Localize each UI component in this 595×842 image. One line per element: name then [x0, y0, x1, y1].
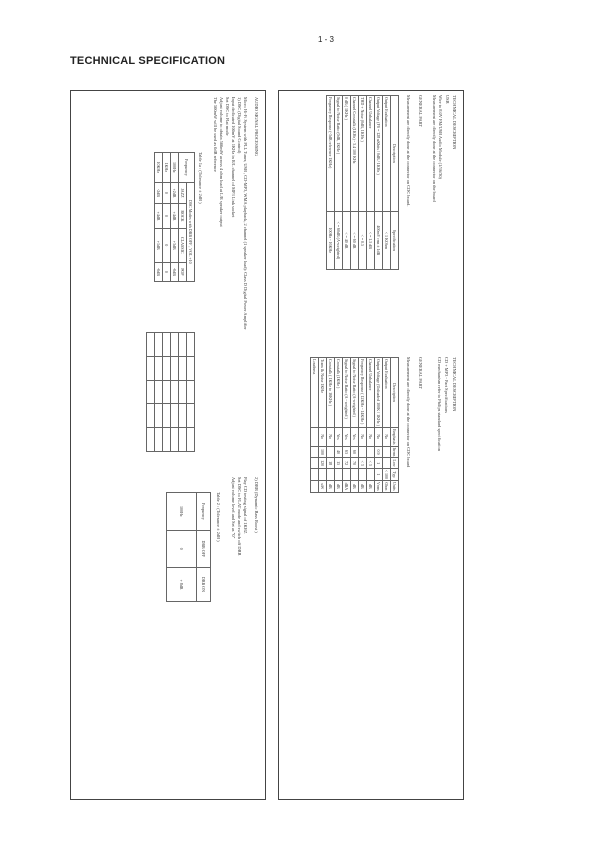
- cd-spec-table: [310, 357, 399, 493]
- body-line: CD + MP3 - Part Specifications: [444, 357, 449, 414]
- table-cell: THD + Noise (0dB, 1KHz ): [359, 96, 367, 212]
- table-cell: dB: [367, 481, 375, 493]
- body-line: Play CD testing signal of 1KHZ: [243, 477, 248, 534]
- table-header: JAZZ: [179, 182, 187, 204]
- table-cell: -6dB: [155, 262, 163, 281]
- table-row: [319, 358, 327, 493]
- table-header: DBB ON: [197, 567, 211, 601]
- table-row: [311, 358, 319, 493]
- body-line: Measurement are directly done at the connector on the board: [432, 95, 437, 202]
- table-cell: Output Evaluation: [383, 358, 391, 428]
- table-row: [167, 493, 197, 602]
- table-cell: < = 0.5: [359, 211, 367, 269]
- table-cell: [311, 458, 319, 468]
- table-header: ROCK: [179, 204, 187, 229]
- table-cell: 0.9: [375, 446, 383, 458]
- table-cell: 0: [163, 262, 171, 281]
- table-cell: Ohm: [384, 482, 389, 491]
- table-cell: Vrms: [376, 482, 381, 491]
- table-cell: 100Hz - 16KHz: [327, 211, 335, 269]
- body-line: Micro Hi-Fi System with PLL Tuner, USB , CD-MP3, WMA playback, 2 channel (1 speaker load): Class D Digital Power Amplifier: [243, 97, 248, 330]
- table-cell: Yes: [335, 427, 343, 446]
- table-cell: < = 40 dB: [343, 211, 351, 269]
- section-heading: GENERAL PART: [418, 357, 423, 389]
- table-cell: No: [359, 427, 367, 446]
- table-header: Description: [391, 358, 399, 428]
- table-row: [383, 96, 391, 270]
- table-row: [375, 358, 383, 493]
- dbb-table: [166, 492, 211, 602]
- table-cell: [383, 446, 391, 458]
- table-row: [171, 153, 179, 282]
- table-header: Frequency: [179, 153, 195, 183]
- table-cell: 0: [163, 228, 171, 262]
- table-cell: [335, 468, 343, 480]
- table-cell: Crosstalk ( 1KHz to 16KHz ): [327, 358, 335, 428]
- table-cell: [311, 481, 319, 493]
- table-cell: [383, 458, 391, 468]
- table-cell: Trans & Noise 1KHz: [319, 358, 327, 428]
- table-row: [367, 96, 375, 270]
- body-line: Set DSC to Flat mode: [225, 97, 230, 136]
- technical-description-content: [283, 95, 459, 795]
- table-cell: [367, 446, 375, 458]
- table-header: Specification: [391, 211, 399, 269]
- table-cell: 1KHz: [163, 153, 171, 183]
- table-cell: 0: [167, 530, 197, 567]
- empty-grid: [146, 332, 195, 452]
- table-caption: Table 2 : (Tolerance ± 2dB ): [216, 492, 221, 542]
- table-cell: Channel Unbalance: [367, 96, 375, 212]
- table-cell: [367, 468, 375, 480]
- table-header: Typ: [391, 468, 399, 480]
- table-cell: 60: [351, 446, 359, 458]
- table-cell: Channel Crosstalk (1KHz) - 3.4 100 KHz: [351, 96, 359, 212]
- table-cell: 10KHz: [155, 153, 163, 183]
- table-cell: No: [375, 427, 383, 446]
- table-header: Low: [392, 459, 397, 467]
- table-header: Items: [392, 447, 397, 457]
- table-row: [155, 153, 163, 282]
- table-header: DSC Modes with DBB OFF , VOL +10: [187, 182, 195, 281]
- table-cell: < 3: [367, 458, 375, 468]
- table-cell: dB: [359, 481, 367, 493]
- table-cell: -6dB: [171, 262, 179, 281]
- table-row: [327, 358, 335, 493]
- dsc-table: [154, 152, 195, 282]
- table-cell: Channel Unbalance: [367, 358, 375, 428]
- table-cell: 400mV rms ± 1dB: [375, 211, 383, 269]
- table-cell: +4dB: [171, 204, 179, 229]
- table-cell: 1: [375, 458, 383, 468]
- table-cell: 1: [375, 468, 383, 480]
- table-cell: 15: [335, 458, 343, 468]
- table-header: Units: [392, 482, 397, 491]
- table-cell: < 100: [384, 469, 389, 480]
- table-cell: < = 60dB (A-weighted): [335, 211, 343, 269]
- table-header: Description: [391, 96, 399, 212]
- table-cell: Crosstalk (1KHz ): [335, 358, 343, 428]
- table-cell: < = 1.5 dB: [367, 211, 375, 269]
- table-cell: < 1 KOhm: [383, 211, 391, 269]
- table-cell: [343, 468, 351, 480]
- table-cell: 18: [327, 458, 335, 468]
- table-cell: 0: [163, 204, 171, 229]
- table-row: [359, 358, 367, 493]
- body-line: CD mechanism refer to Philips standard specification: [437, 357, 442, 451]
- table-cell: 63: [343, 446, 351, 458]
- audio-processing-content: [75, 97, 261, 797]
- section-heading: TECHNICAL DESCRIPTION: [452, 95, 457, 150]
- section-heading: AUDIO SIGNAL PROCESSING: [254, 97, 259, 157]
- table-cell: +1dB: [155, 228, 163, 262]
- table-cell: [319, 468, 327, 480]
- table-cell: 72: [343, 458, 351, 468]
- table-row: [163, 153, 171, 282]
- table-cell: Output Voltage (FS = 128 uKbits / 0dB / 1KHz ): [375, 96, 383, 212]
- body-line: Input dedicated 100mV at 1KHz in R/L channel of MP3 Link socket: [231, 97, 236, 218]
- table-cell: No: [383, 427, 391, 446]
- table-cell: Frequency Response ( 12KHz - 14KHz ): [359, 358, 367, 428]
- table-cell: 120: [319, 458, 327, 468]
- table-cell: No: [327, 427, 335, 446]
- body-line: Set DSC to FLAT mode and switch off DBB: [237, 477, 242, 556]
- audio-processing-frame: [70, 90, 266, 800]
- table-cell: uW: [319, 481, 327, 493]
- table-header: Emphasis: [392, 428, 397, 445]
- table-cell: 40: [335, 446, 343, 458]
- table-row: [343, 96, 351, 270]
- body-line: Wire to 8.0V FM/USB Audio Module (1/36/30): [438, 95, 443, 180]
- table-header: DBB OFF: [197, 530, 211, 567]
- table-cell: Signal to Noise Ratio (A-weighted ): [351, 358, 359, 428]
- table-cell: Frequency Response (-3dB reference 1KHz): [327, 96, 335, 212]
- table-cell: [359, 468, 367, 480]
- table-row: [359, 96, 367, 270]
- table-cell: 100Hz: [171, 153, 179, 183]
- table-cell: dB: [335, 481, 343, 493]
- page-title: TECHNICAL SPECIFICATION: [70, 55, 226, 67]
- table-cell: 0: [163, 182, 171, 204]
- table-cell: 70: [351, 458, 359, 468]
- table-row: [367, 358, 375, 493]
- body-line: The 500mW will be used as 0dB reference: [213, 97, 218, 172]
- table-cell: +3dB: [171, 228, 179, 262]
- table-row: [343, 358, 351, 493]
- section-heading: GENERAL PART: [418, 95, 423, 127]
- body-line: Adjust volume level and Set as "0": [231, 477, 236, 539]
- technical-description-frame: [278, 90, 464, 800]
- body-line: Adjust volume to obtain 500mW across 4 ohm load at L/R speaker output: [219, 97, 224, 227]
- table-header: CLASSIC: [179, 228, 187, 262]
- table-cell: [311, 468, 319, 480]
- table-row: [375, 96, 383, 270]
- table-cell: Yes: [351, 427, 359, 446]
- table-cell: -2dB: [155, 182, 163, 204]
- table-cell: < = 60 dB: [351, 211, 359, 269]
- table-caption: Table 1a : (Tolerance ± 2dB ): [198, 152, 203, 204]
- table-row: [351, 96, 359, 270]
- table-cell: + 8dB: [167, 567, 197, 601]
- table-cell: [327, 468, 335, 480]
- table-cell: dB: [327, 481, 335, 493]
- table-cell: Yes: [343, 427, 351, 446]
- table-cell: 100Hz: [167, 493, 197, 531]
- table-cell: < 3: [359, 458, 367, 468]
- table-cell: +4dB: [155, 204, 163, 229]
- section-heading: 2) DBB (Dynamic Bass Boost ): [254, 477, 259, 533]
- table-cell: No: [319, 427, 327, 446]
- table-row: [383, 358, 391, 493]
- usb-spec-table: [326, 95, 399, 270]
- table-cell: dBA: [343, 481, 351, 493]
- table-cell: Output Evaluation: [383, 96, 391, 212]
- table-row: [351, 358, 359, 493]
- table-row: [327, 96, 335, 270]
- table-cell: Signal to Noise Ratio (A - weighted ): [343, 358, 351, 428]
- table-cell: 100: [319, 446, 327, 458]
- table-cell: [359, 446, 367, 458]
- table-cell: No: [367, 427, 375, 446]
- table-cell: 0 dB ( 1KHz ): [343, 96, 351, 212]
- table-cell: Output Voltage (Unloaded 100K / 1KHz ): [376, 359, 381, 426]
- body-line: USB: [445, 95, 450, 104]
- table-row: [335, 358, 343, 493]
- table-cell: [327, 446, 335, 458]
- table-cell: [351, 468, 359, 480]
- table-cell: Signal to Noise Ratio (0dB, 1KHz ): [335, 96, 343, 212]
- table-header: POP: [179, 262, 187, 281]
- page-number: 1 - 3: [318, 35, 335, 44]
- body-line: 1) DSC (Digital Sound Control): [237, 97, 242, 154]
- table-cell: dB: [351, 481, 359, 493]
- table-cell: +2dB: [171, 182, 179, 204]
- table-header: Frequency: [197, 493, 211, 531]
- table-cell: [311, 446, 319, 458]
- body-line: Measurement are directly done at the connector on CDC board.: [406, 95, 411, 207]
- table-cell: [311, 427, 319, 446]
- section-heading: TECHNICAL DESCRIPTION: [452, 357, 457, 412]
- table-cell: Loudness: [311, 358, 319, 428]
- table-row: [335, 96, 343, 270]
- body-line: Measurement are directly done at the connector on CDC board: [406, 357, 411, 468]
